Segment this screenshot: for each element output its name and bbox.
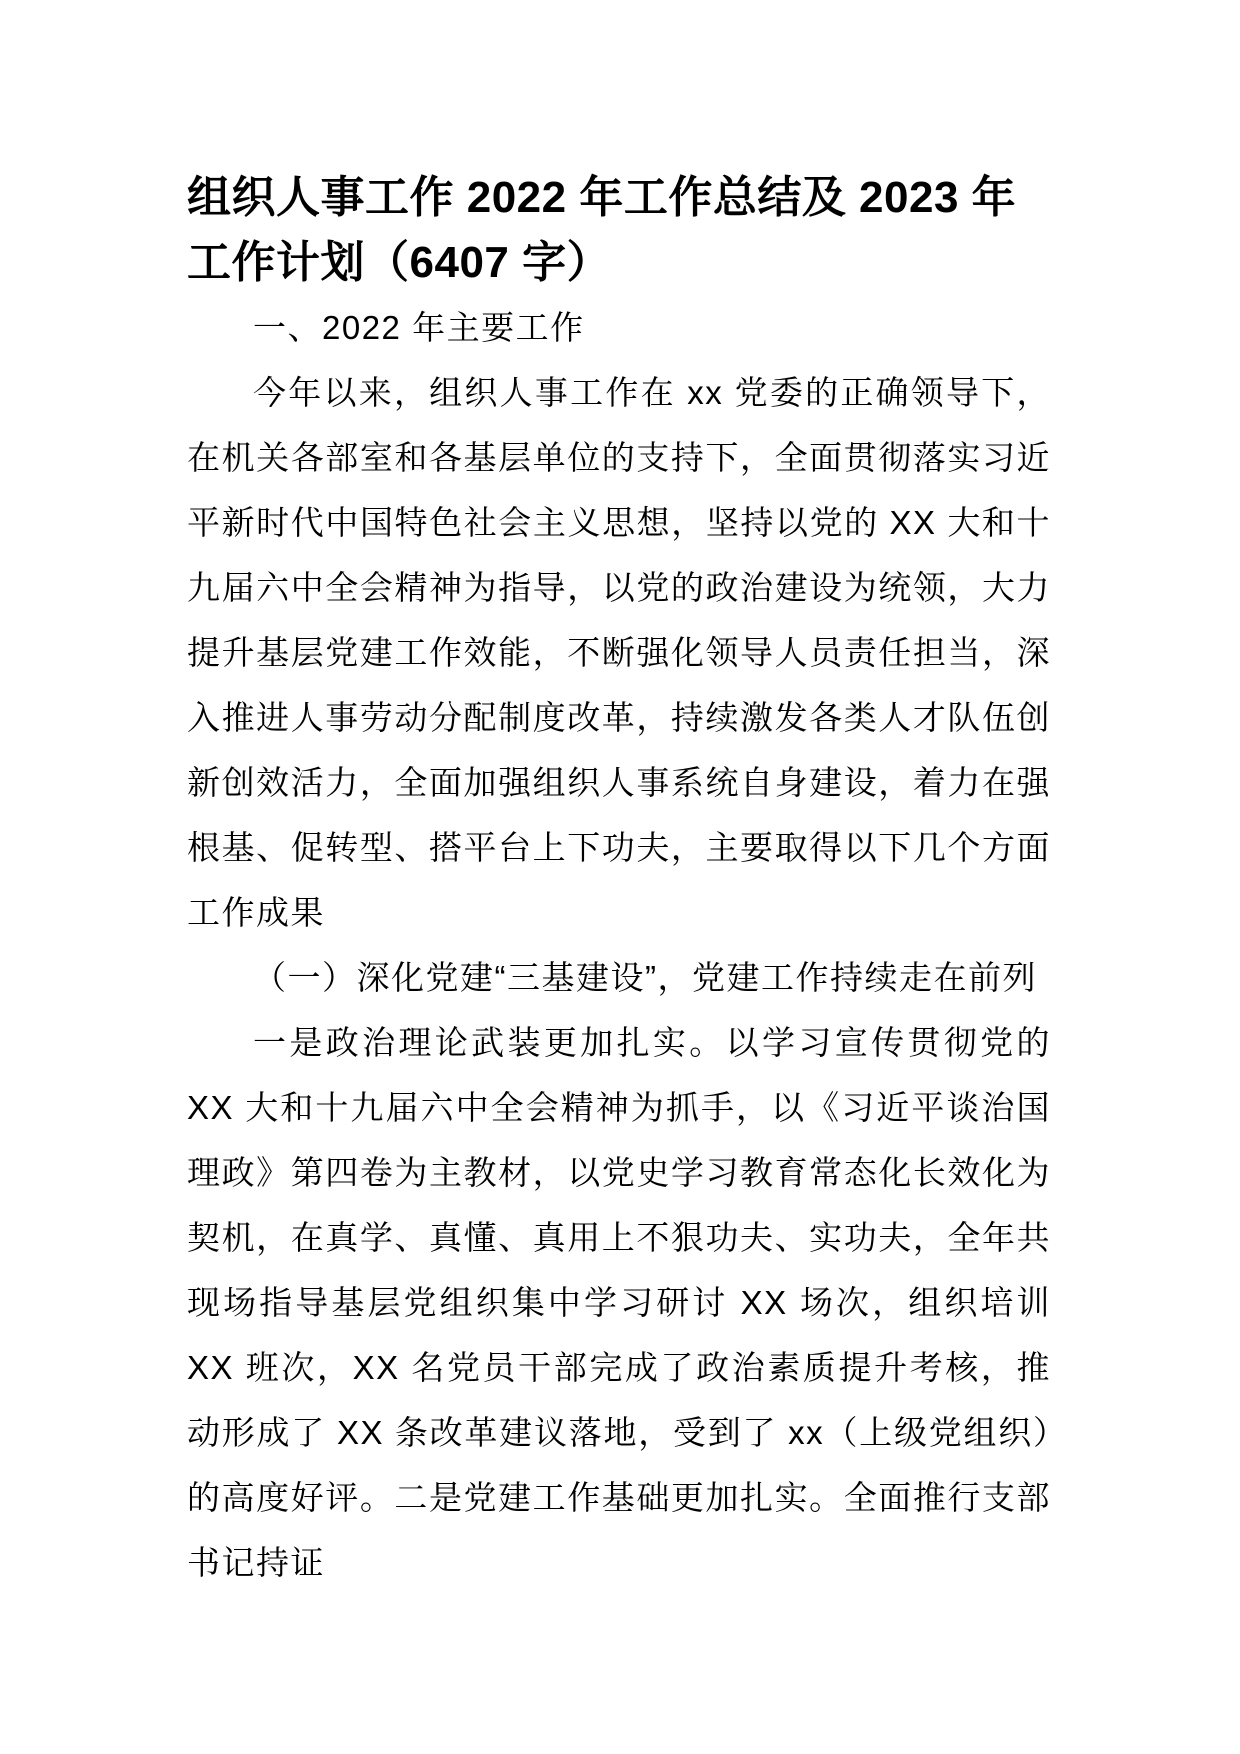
document-content [187,165,1051,1595]
paragraph-body-1: 今年以来，组织人事工作在 xx 党委的正确领导下，在机关各部室和各基层单位的支持下，全面贯彻落实习近平新时代中国特色社会主义思想，坚持以党的 XX 大和十九届六中全会精神为指导，以党的政治建设为统领，大力提升基层党建工作效能，不断强化领导人员责任担当，深入推进人事劳动分配制度改革，持续激发各类人才队伍创新创效活力，全面加强组织人事系统自身建设，着力在强根基、促转型、搭平台上下功夫，主要取得以下几个方面工作成果 [187,374,1051,931]
subsection-heading: （一）深化党建“三基建设”，党建工作持续走在前列 [253,959,1037,996]
section-heading: 一、2022 年主要工作 [253,309,585,346]
paragraph-body-2: 一是政治理论武装更加扎实。以学习宣传贯彻党的 XX 大和十九届六中全会精神为抓手，以《习近平谈治国理政》第四卷为主教材，以党史学习教育常态化长效化为契机，在真学、真懂、真用上不狠功夫、实功夫，全年共现场指导基层党组织集中学习研讨 XX 场次，组织培训 XX 班次，XX 名党员干部完成了政治素质提升考核，推动形成了 XX 条改革建议落地，受到了 xx（上级党组织）的高度好评。二是党建工作基础更加扎实。全面推行支部书记持证 [187,1024,1051,1581]
document-title: 组织人事工作 2022 年工作总结及 2023 年工作计划（6407 字） [187,173,1017,287]
